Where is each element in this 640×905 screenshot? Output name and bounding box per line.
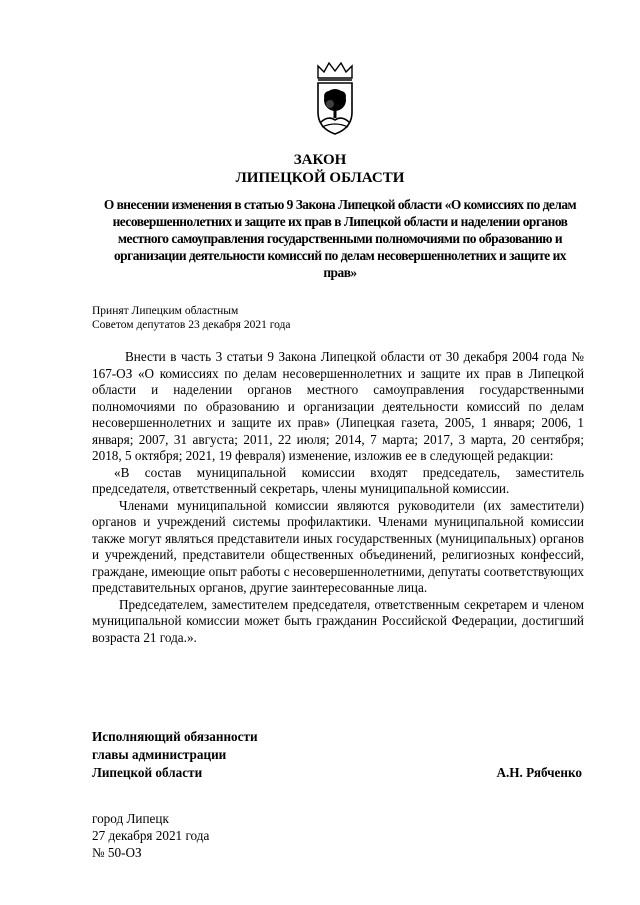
paragraph-amendment: Внести в часть 3 статьи 9 Закона Липецкой области от 30 декабря 2004 года № 167-ОЗ «О комиссиях по делам несовершеннолетних и защите их прав в Липецкой области и наделении органов местного самоуправления государственными полномочиями по образованию и организации деятельности комиссий по делам несовершеннолетних и защите их прав» (Липецкая газета, 2005, 1 января; 2006, 1 января; 2007, 31 августа; 2011, 22 июля; 2014, 7 марта; 2017, 3 марта, 20 сентября; 2018, 5 октября; 2021, 19 февраля) изменение, изложив ее в следующей редакции:	[92, 349, 584, 463]
footer-city: город Липецк	[92, 811, 169, 826]
paragraph-eligibility: Председателем, заместителем председателя, ответственным секретарем и членом муниципальной комиссии может быть гражданин Российской Федерации, достигший возраста 21 года.».	[92, 596, 584, 645]
paragraph-members: Членами муниципальной комиссии являются руководители (их заместители) органов и учреждений системы профилактики. Членами муниципальной комиссии также могут являться представители иных государственных (муниципальных) органов и учреждений, представители общественных объединений, религиозных конфессий, граждане, имеющие опыт работы с несовершеннолетними, депутаты соответствующих представительных органов, другие заинтересованные лица.	[92, 497, 584, 595]
signature-line-1: Исполняющий обязанности	[92, 729, 258, 744]
footer-date: 27 декабря 2021 года	[92, 828, 210, 843]
law-title: ЗАКОН	[293, 152, 347, 168]
signer-name: А.Н. Рябченко	[496, 765, 582, 780]
signature-line-2: главы администрации	[92, 747, 227, 762]
adoption-line-2: Советом депутатов 23 декабря 2021 года	[92, 319, 291, 331]
law-subtitle: О внесении изменения в статью 9 Закона Липецкой области «О комиссиях по делам несовершеннолетних и защите их прав в Липецкой области и наделении органов местного самоуправления государственными полномочиями по образованию и организации деятельности комиссий по делам несовершеннолетних и защите их прав»	[103, 197, 577, 280]
law-region: ЛИПЕЦКОЙ ОБЛАСТИ	[235, 170, 405, 186]
adoption-line-1: Принят Липецким областным	[92, 305, 239, 317]
footer-number: № 50-ОЗ	[92, 845, 142, 860]
lipetsk-coat-of-arms-icon	[310, 60, 360, 136]
document-footer	[92, 810, 209, 861]
paragraph-composition: «В состав муниципальной комиссии входят председатель, заместитель председателя, ответственный секретарь, члены муниципальной комиссии.	[92, 464, 584, 496]
signature-line-3: Липецкой области	[92, 765, 203, 780]
signature-position	[92, 728, 258, 782]
adoption-note	[92, 304, 291, 332]
law-body	[92, 349, 584, 646]
